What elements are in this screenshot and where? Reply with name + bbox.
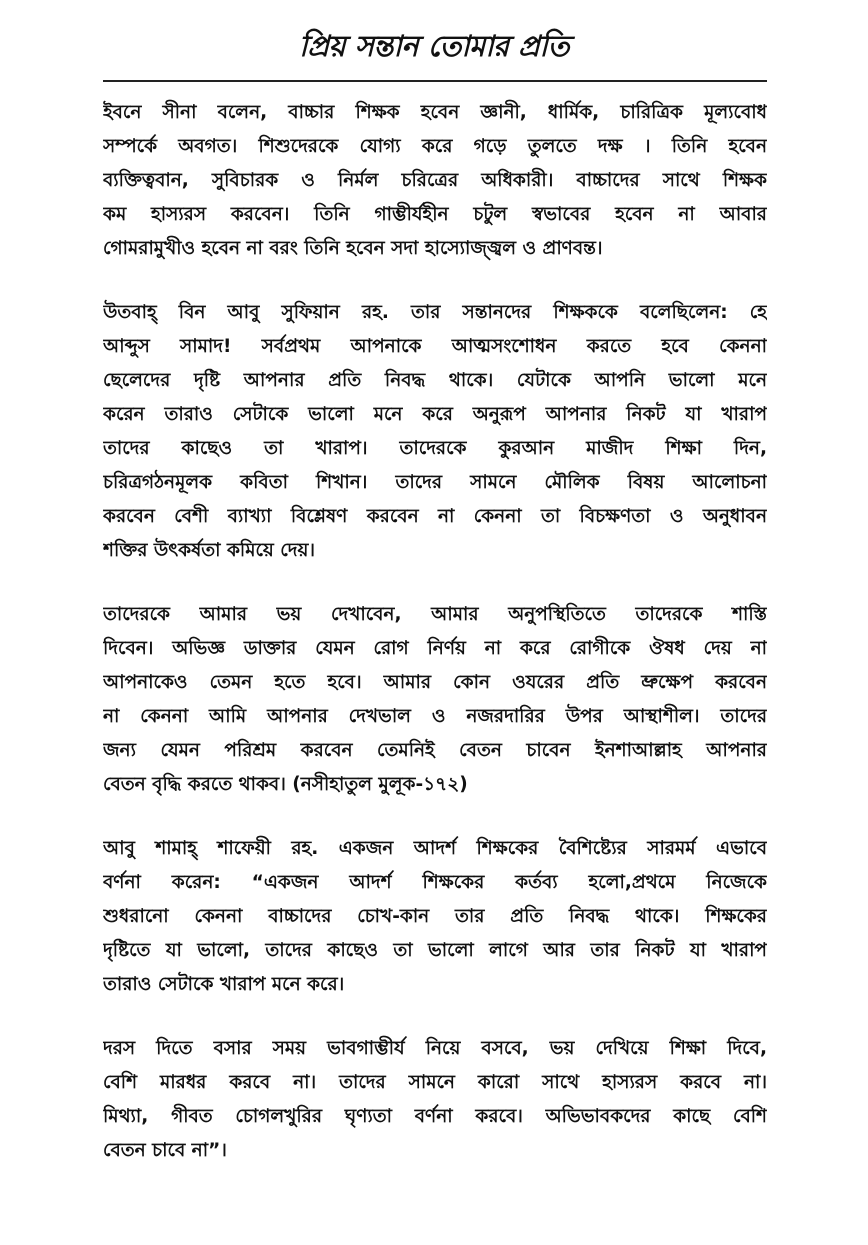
title-underline [103,80,767,82]
text-line: ছেলেদের দৃষ্টি আপনার প্রতি নিবদ্ধ থাকে। যেটাকে আপনি ভালো মনে [103,370,767,391]
text-line: চরিত্রগঠনমূলক কবিতা শিখান। তাদের সামনে মৌলিক বিষয় আলোচনা [103,472,767,493]
text-line: তাদেরকে আমার ভয় দেখাবেন, আমার অনুপস্থিতিতে তাদেরকে শাস্তি [103,604,767,625]
text-line: গোমরামুখীও হবেন না বরং তিনি হবেন সদা হাস্যোজ্জ্বল ও প্রাণবন্ত। [103,238,603,259]
text-line: উতবাহ্ বিন আবু সুফিয়ান রহ. তার সন্তানদের শিক্ষককে বলেছিলেন: হে [103,302,767,323]
body-text [103,96,767,1198]
text-line: তাদের কাছেও তা খারাপ। তাদেরকে কুরআন মাজীদ শিক্ষা দিন, [103,438,767,459]
text-line: করবেন বেশী ব্যাখ্যা বিশ্লেষণ করবেন না কেননা তা বিচক্ষণতা ও অনুধাবন [103,506,767,527]
paragraph [103,96,767,266]
text-line: আব্দুস সামাদ! সর্বপ্রথম আপনাকে আত্মসংশোধন করতে হবে কেননা [103,336,767,357]
text-line: বেতন বৃদ্ধি করতে থাকব। (নসীহাতুল মুলূক-১৭২) [103,774,468,795]
text-line: কম হাস্যরস করবেন। তিনি গাম্ভীর্যহীন চটুল স্বভাবের হবেন না আবার [103,204,767,225]
text-line: আবু শামাহ্ শাফেয়ী রহ. একজন আদর্শ শিক্ষকের বৈশিষ্ট্যের সারমর্ম এভাবে [103,838,767,859]
text-line: দরস দিতে বসার সময় ভাবগাম্ভীর্য নিয়ে বসবে, ভয় দেখিয়ে শিক্ষা দিবে, [103,1038,767,1059]
text-line: আপনাকেও তেমন হতে হবে। আমার কোন ওযরের প্রতি ভ্রুক্ষেপ করবেন [103,672,767,693]
text-line: বেশি মারধর করবে না। তাদের সামনে কারো সাথে হাস্যরস করবে না। [103,1072,767,1093]
text-line: শক্তির উৎকর্ষতা কমিয়ে দেয়। [103,540,315,561]
text-line: বেতন চাবে না”। [103,1140,227,1161]
page-title: প্রিয় সন্তান তোমার প্রতি [299,29,569,63]
paragraph [103,1032,767,1168]
text-line: শুধরানো কেননা বাচ্চাদের চোখ-কান তার প্রতি নিবদ্ধ থাকে। শিক্ষকের [103,906,767,927]
text-line: ব্যক্তিত্ববান, সুবিচারক ও নির্মল চরিত্রের অধিকারী। বাচ্চাদের সাথে শিক্ষক [103,170,767,191]
text-line: তারাও সেটাকে খারাপ মনে করে। [103,974,345,995]
paragraph [103,832,767,1002]
text-line: জন্য যেমন পরিশ্রম করবেন তেমনিই বেতন চাবেন ইনশাআল্লাহ আপনার [103,740,767,761]
text-line: দৃষ্টিতে যা ভালো, তাদের কাছেও তা ভালো লাগে আর তার নিকট যা খারাপ [103,940,767,961]
text-line: দিবেন। অভিজ্ঞ ডাক্তার যেমন রোগ নির্ণয় না করে রোগীকে ঔষধ দেয় না [103,638,767,659]
text-line: না কেননা আমি আপনার দেখভাল ও নজরদারির উপর আস্থাশীল। তাদের [103,706,767,727]
text-line: সম্পর্কে অবগত। শিশুদেরকে যোগ্য করে গড়ে তুলতে দক্ষ । তিনি হবেন [103,136,767,157]
text-line: বর্ণনা করেন: “একজন আদর্শ শিক্ষকের কর্তব্য হলো,প্রথমে নিজেকে [103,872,767,893]
text-line: ইবনে সীনা বলেন, বাচ্চার শিক্ষক হবেন জ্ঞানী, ধার্মিক, চারিত্রিক মূল্যবোধ [103,102,767,123]
text-line: মিথ্যা, গীবত চোগলখুরির ঘৃণ্যতা বর্ণনা করবে। অভিভাবকদের কাছে বেশি [103,1106,767,1127]
paragraph [103,296,767,568]
text-line: করেন তারাও সেটাকে ভালো মনে করে অনুরূপ আপনার নিকট যা খারাপ [103,404,767,425]
paragraph [103,598,767,802]
